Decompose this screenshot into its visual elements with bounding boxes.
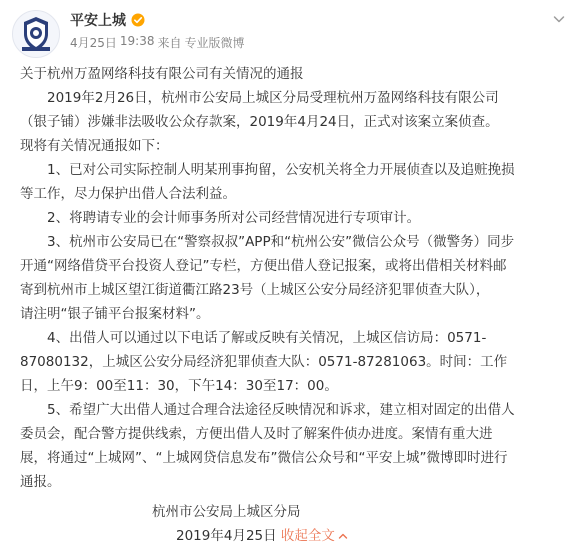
- post-text-line: 2019年2月26日，杭州市公安局上城区分局受理杭州万盈网络科技有限公司: [20, 90, 499, 106]
- source-prefix: 来自: [157, 36, 182, 50]
- post-text-line: 委员会，配合警方提供线索，方便出借人及时了解案件侦办进度。案情有重大进: [20, 426, 493, 442]
- post-text-line: 87080132，上城区公安分局经济犯罪侦查大队：0571-87281063。时间：工作: [20, 354, 508, 370]
- signature: 杭州市公安局上城区分局: [152, 504, 301, 520]
- sign-date: 2019年4月25日: [176, 528, 277, 544]
- post-text-line: （银子铺）涉嫌非法吸收公众存款案，2019年4月24日，正式对该案立案侦查。: [20, 114, 499, 130]
- author-name[interactable]: 平安上城: [70, 13, 126, 29]
- post-meta: [70, 34, 245, 51]
- post-text-line: 日，上午9：00至11：30，下午14：30至17：00。: [20, 378, 338, 394]
- collapse-label: 收起全文: [280, 528, 335, 544]
- post-text-line: 请注明“银子铺平台报案材料”。: [20, 306, 210, 322]
- chevron-down-icon[interactable]: [552, 12, 566, 26]
- post-text-line: 3、杭州市公安局已在“警察叔叔”APP和“杭州公安”微信公众号（微警务）同步: [20, 234, 515, 250]
- post-text-line: 5、希望广大出借人通过合理合法途径反映情况和诉求，建立相对固定的出借人: [20, 402, 515, 418]
- post-text-line: 等工作，尽力保护出借人合法利益。: [20, 186, 236, 202]
- post-text-line: 开通“网络借贷平台投资人登记”专栏，方便出借人登记报案，或将出借相关材料邮: [20, 258, 507, 274]
- post-text-line: 4、出借人可以通过以下电话了解或反映有关情况，上城区信访局：0571-: [20, 330, 487, 346]
- post-text-line: 通报。: [20, 474, 61, 490]
- post-text-line: 现将有关情况通报如下：: [20, 138, 169, 154]
- chevron-up-icon: [338, 531, 348, 541]
- post-text-line: 1、已对公司实际控制人明某刑事拘留，公安机关将全力开展侦查以及追赃挽损: [20, 162, 515, 178]
- post-text-line: 展，将通过“上城网”、“上城网贷信息发布”微信公众号和“平安上城”微博即时进行: [20, 450, 508, 466]
- post-time[interactable]: 19:38: [119, 34, 155, 48]
- post-date[interactable]: 4月25日: [70, 36, 117, 50]
- verified-icon[interactable]: [131, 13, 145, 27]
- sign-date-row: [176, 524, 348, 548]
- post-source[interactable]: 专业版微博: [184, 36, 245, 50]
- post-title: 关于杭州万盈网络科技有限公司有关情况的通报: [20, 66, 304, 82]
- police-badge-icon: [13, 11, 59, 57]
- collapse-button[interactable]: [281, 528, 348, 544]
- avatar[interactable]: [12, 10, 60, 58]
- post-text-line: 2、将聘请专业的会计师事务所对公司经营情况进行专项审计。: [20, 210, 421, 226]
- post-text-line: 寄到杭州市上城区望江街道衢江路23号（上城区公安分局经济犯罪侦查大队），: [20, 282, 490, 298]
- author-row: [70, 9, 145, 31]
